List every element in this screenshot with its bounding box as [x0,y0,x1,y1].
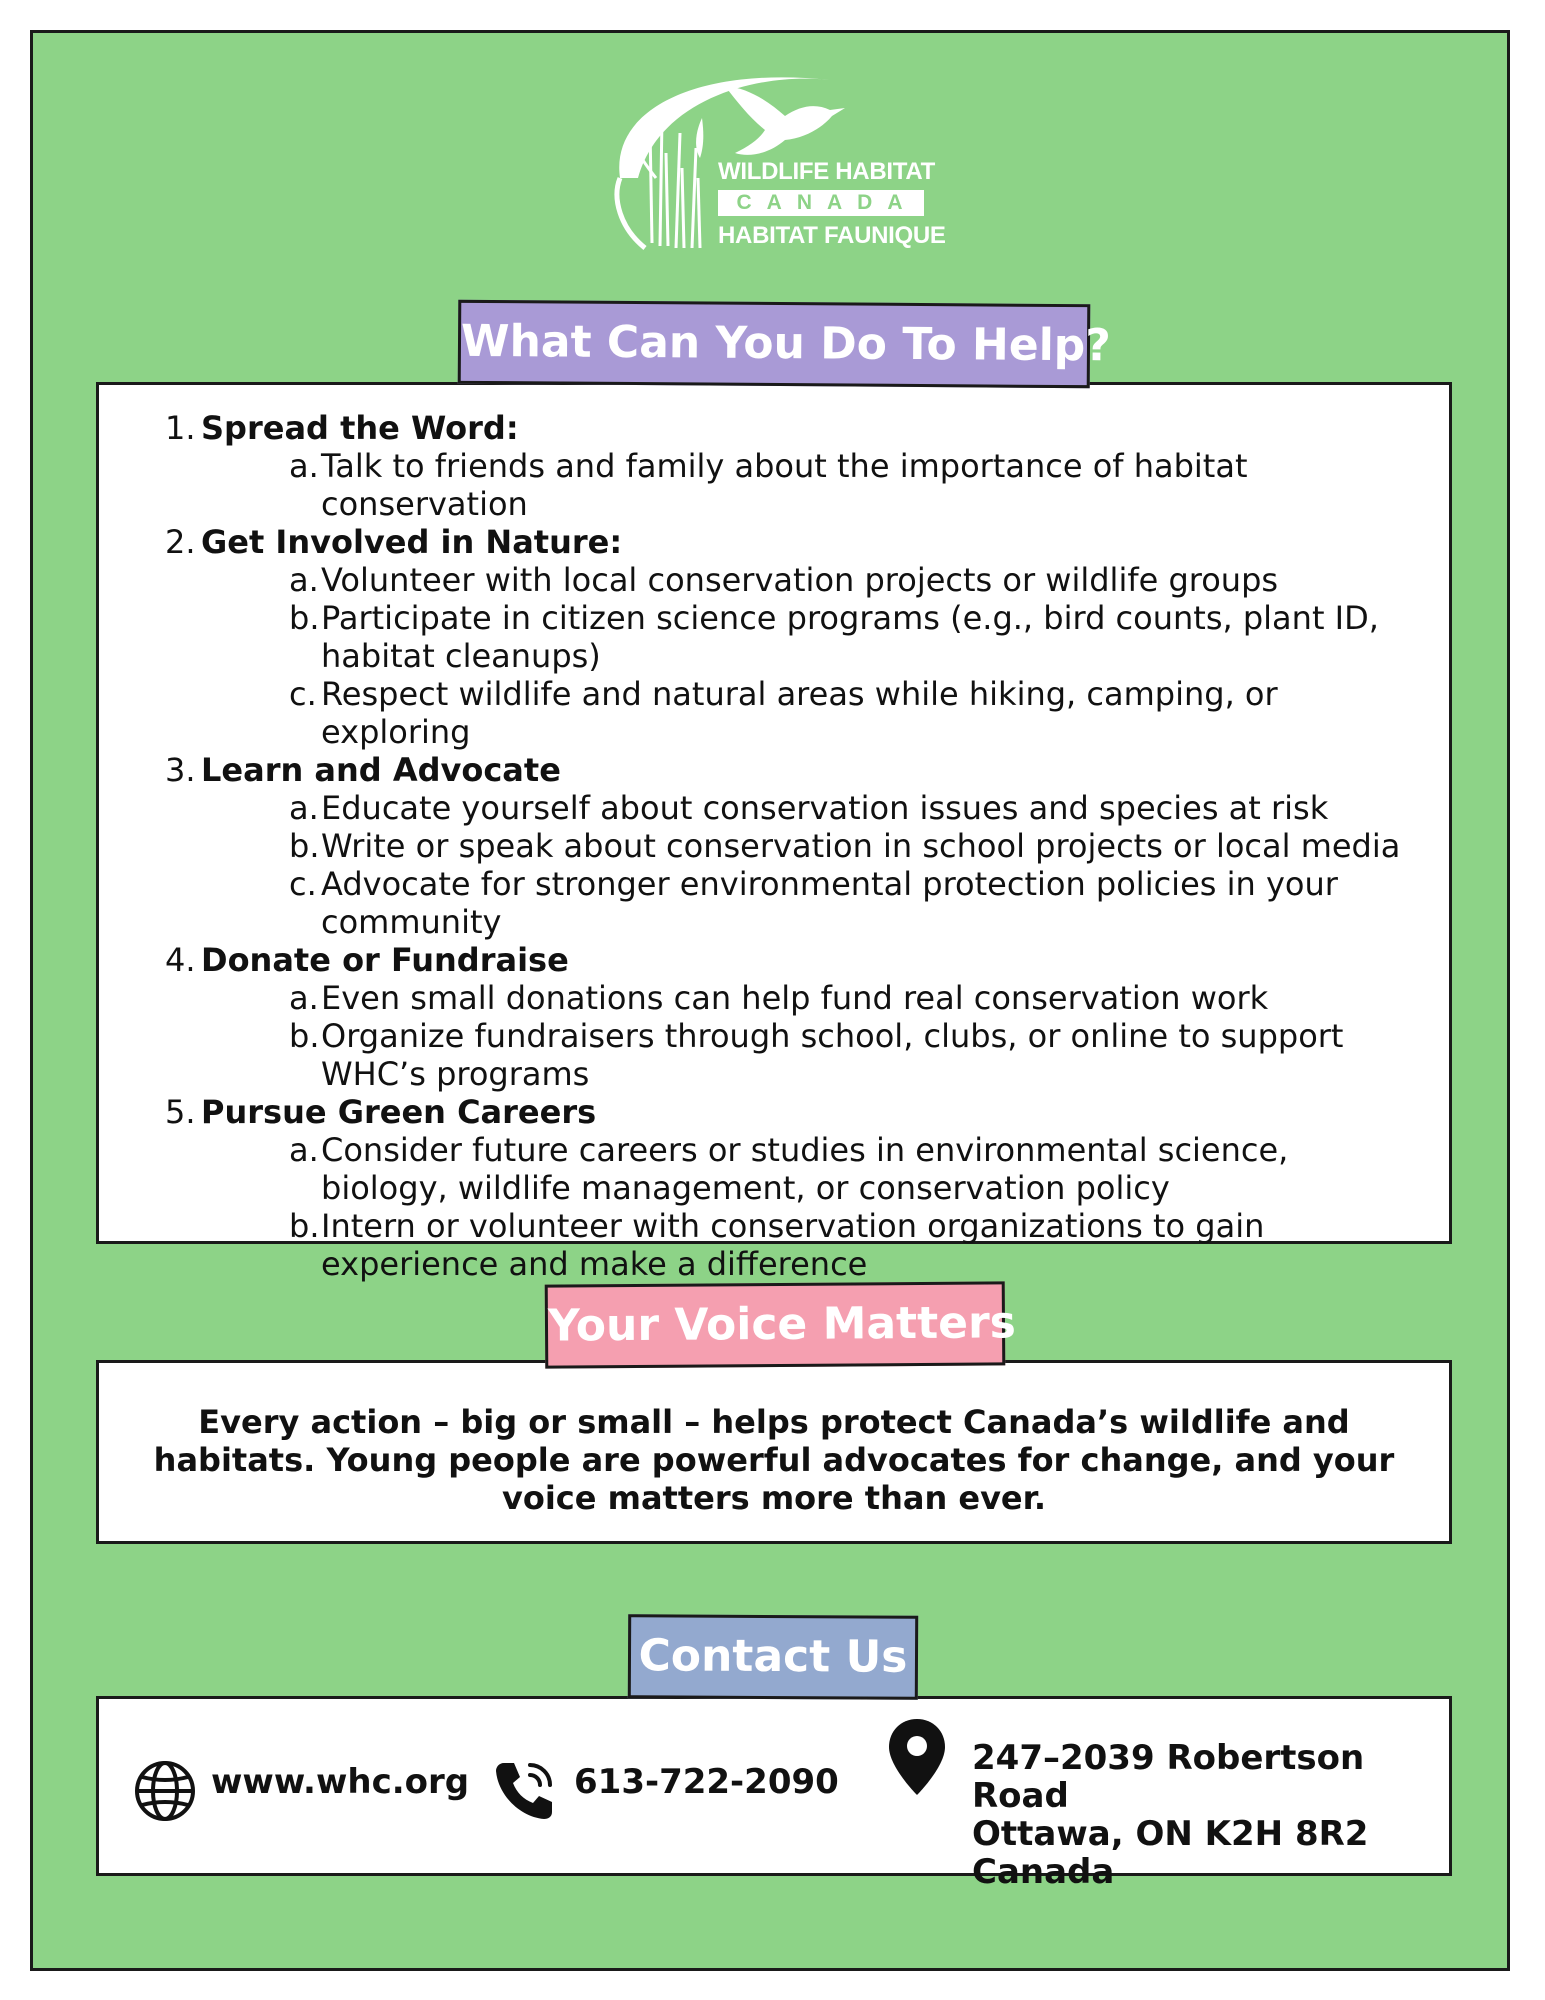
help-sub-item [165,675,1425,751]
help-sub-item [165,1207,1425,1283]
help-sub-letter: b. [289,599,320,637]
address-line-3: Canada [972,1852,1115,1892]
help-sub-text: Organize fundraisers through school, clubs, or online to support WHC’s programs [321,1017,1344,1093]
logo-line-3: HABITAT FAUNIQUE [718,222,946,249]
help-sub-text: Volunteer with local conservation projects or wildlife groups [321,561,1279,599]
help-sub-text: Participate in citizen science programs (e.g., bird counts, plant ID, habitat cleanups) [321,599,1379,675]
help-sub-text: Consider future careers or studies in environmental science, biology, wildlife management, or conservation policy [321,1131,1289,1207]
help-sub-item [165,1131,1425,1207]
help-sub-item [165,599,1425,675]
help-item-number: 3. [165,751,196,789]
address-line-1: 247–2039 Robertson Road [972,1738,1365,1816]
help-item [165,941,1425,979]
help-sub-text: Write or speak about conservation in school projects or local media [321,827,1401,865]
help-list [165,409,1425,1283]
contact-box [96,1696,1452,1892]
help-sub-item [165,865,1425,941]
help-item-heading: Pursue Green Careers [201,1093,597,1131]
help-sub-item [165,1017,1425,1093]
voice-title: Your Voice Matters [545,1281,1006,1368]
help-item [165,523,1425,561]
globe-icon [133,1759,197,1823]
help-item-number: 5. [165,1093,196,1131]
contact-title: Contact Us [628,1614,918,1700]
whc-logo [600,58,946,258]
help-item-heading: Get Involved in Nature: [201,523,623,561]
help-item [165,751,1425,789]
logo-line-2: CANADA [718,190,924,216]
help-item [165,409,1425,447]
help-sub-letter: a. [289,1131,319,1169]
help-sub-letter: c. [289,865,317,903]
contact-address [972,1739,1442,1891]
help-sub-letter: b. [289,1017,320,1055]
address-line-2: Ottawa, ON K2H 8R2 [972,1814,1369,1854]
help-sub-letter: c. [289,675,317,713]
help-item-number: 2. [165,523,196,561]
help-box [96,382,1452,1283]
help-item-number: 1. [165,409,196,447]
contact-website[interactable]: www.whc.org [211,1762,470,1802]
help-sub-letter: a. [289,789,319,827]
voice-text: Every action – big or small – helps protect Canada’s wildlife and habitats. Young people are powerful advocates for change, and your voice matters more than ever. [153,1403,1395,1517]
help-sub-text: Talk to friends and family about the importance of habitat conservation [321,447,1248,523]
phone-icon [492,1757,558,1823]
help-title: What Can You Do To Help? [458,300,1091,388]
help-sub-item [165,561,1425,599]
help-sub-text: Respect wildlife and natural areas while hiking, camping, or exploring [321,675,1278,751]
help-sub-text: Educate yourself about conservation issues and species at risk [321,789,1329,827]
help-sub-text: Intern or volunteer with conservation organizations to gain experience and make a difference [321,1207,1265,1283]
help-sub-letter: a. [289,561,319,599]
help-sub-letter: a. [289,447,319,485]
voice-box [96,1360,1452,1544]
help-sub-letter: b. [289,1207,320,1245]
location-pin-icon [887,1717,947,1797]
help-sub-item [165,827,1425,865]
help-sub-letter: a. [289,979,319,1017]
help-item [165,1093,1425,1131]
help-item-heading: Spread the Word: [201,409,519,447]
help-sub-letter: b. [289,827,320,865]
help-sub-item [165,447,1425,523]
logo-line-1: WILDLIFE HABITAT [718,158,935,185]
help-item-heading: Learn and Advocate [201,751,561,789]
help-sub-text: Advocate for stronger environmental protection policies in your community [321,865,1338,941]
help-sub-text: Even small donations can help fund real conservation work [321,979,1269,1017]
help-sub-item [165,789,1425,827]
help-item-number: 4. [165,941,196,979]
help-item-heading: Donate or Fundraise [201,941,569,979]
help-sub-item [165,979,1425,1017]
contact-phone[interactable]: 613-722-2090 [574,1762,839,1802]
